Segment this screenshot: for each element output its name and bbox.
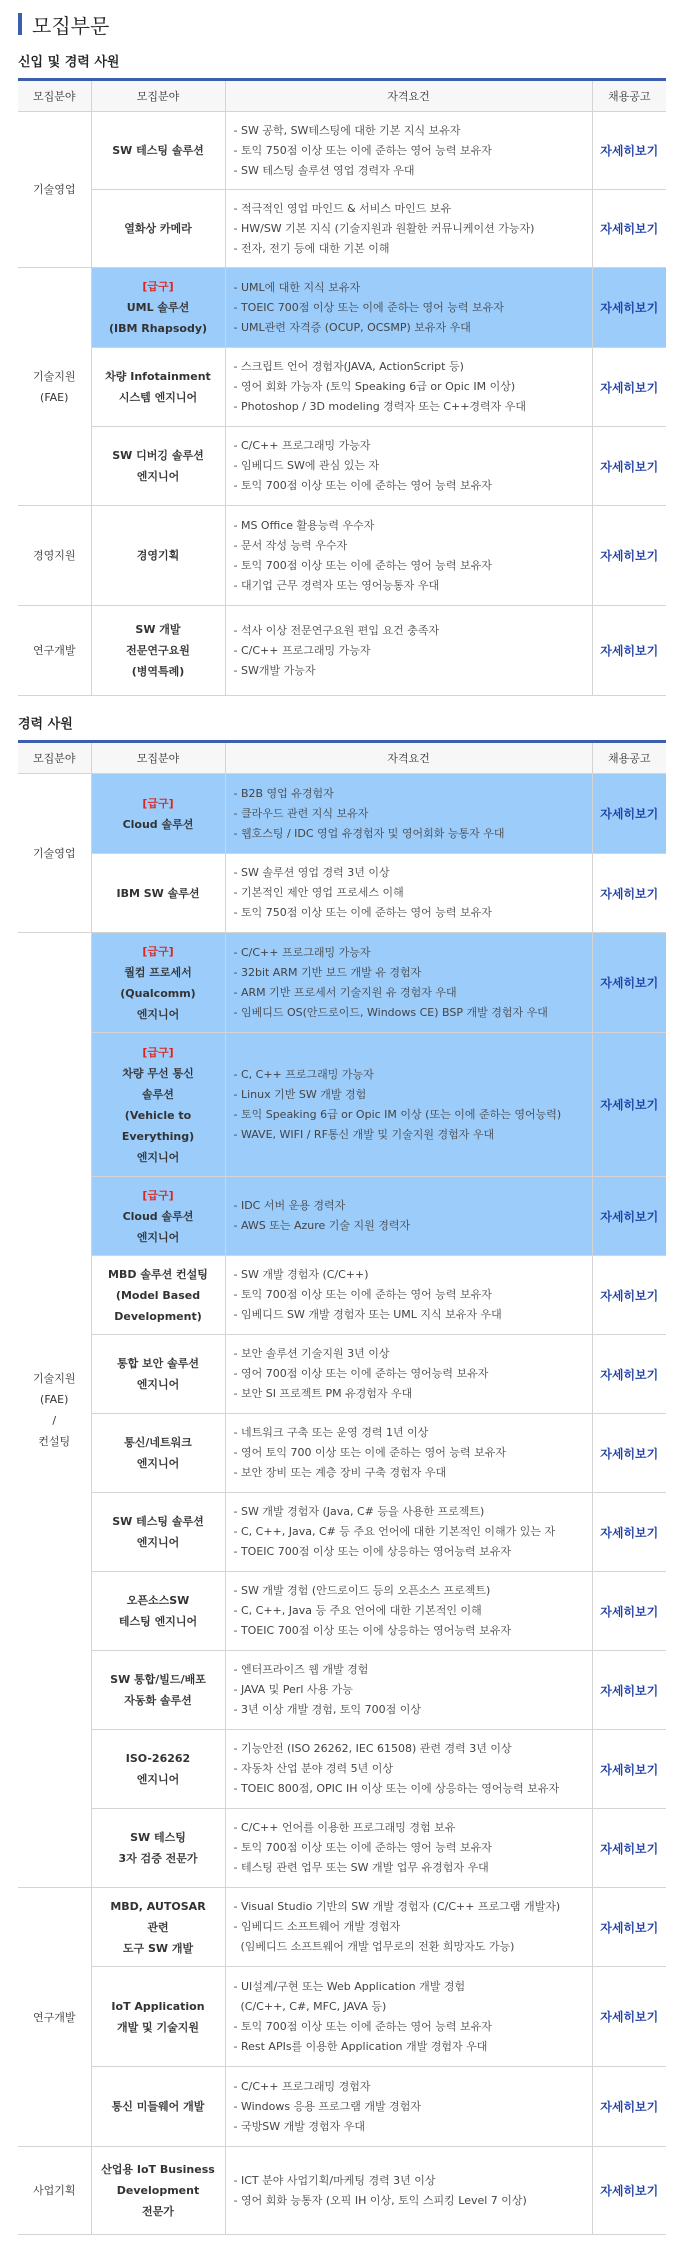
- requirements-cell: [225, 2067, 592, 2147]
- requirement-item: - 임베디드 소프트웨어 개발 경험자: [233, 1920, 401, 1933]
- field-name: MBD 솔루션 컨설팅: [108, 1267, 208, 1281]
- requirement-item: - IDC 서버 운용 경력자: [233, 1199, 346, 1212]
- field-name: ISO-26262: [125, 1752, 191, 1765]
- field-cell: [91, 1809, 225, 1888]
- field-name: 관련: [147, 1920, 169, 1934]
- requirement-item: - Linux 기반 SW 개발 경험: [233, 1087, 367, 1101]
- header-row: [18, 80, 666, 112]
- requirement-item: - 네트워크 구축 또는 운영 경력 1년 이상: [233, 1426, 429, 1439]
- field-cell: [91, 1493, 225, 1572]
- requirement-item: - TOEIC 800점, OPIC IH 이상 또는 이에 상응하는 영어능력 보유자: [233, 1782, 560, 1795]
- detail-link[interactable]: 자세히보기: [600, 1209, 659, 1224]
- requirement-item: - 토익 700점 이상 또는 이에 준하는 영어 능력 보유자: [233, 2019, 492, 2033]
- field-name: 테스팅 엔지니어: [118, 1615, 198, 1628]
- requirements-cell: [225, 1033, 592, 1177]
- field-cell: [91, 606, 225, 696]
- field-name: 경영기획: [136, 549, 180, 562]
- detail-link[interactable]: 자세히보기: [600, 1841, 659, 1856]
- field-cell: [91, 933, 225, 1033]
- requirement-item: - 토익 700점 이상 또는 이에 준하는 영어 능력 보유자: [233, 1841, 492, 1854]
- link-cell: [592, 1033, 666, 1177]
- detail-link[interactable]: 자세히보기: [600, 1920, 659, 1935]
- requirement-item: - 보안 솔루션 기술지원 3년 이상: [233, 1347, 390, 1360]
- page-header: [0, 0, 694, 48]
- requirement-item: - TOEIC 700점 이상 또는 이에 상응하는 영어능력 보유자: [233, 1624, 511, 1637]
- requirements-cell: [225, 774, 592, 854]
- job-row: [18, 2067, 666, 2147]
- requirements-cell: [225, 190, 592, 268]
- requirement-item: - 임베디드 SW 개발 경험자 또는 UML 지식 보유자 우대: [233, 1308, 502, 1321]
- job-row: [18, 2147, 666, 2235]
- requirement-item: - SW 공학, SW테스팅에 대한 기본 지식 보유자: [233, 123, 461, 137]
- field-cell: [91, 112, 225, 190]
- field-name: 엔지니어: [136, 1007, 180, 1021]
- job-row: [18, 774, 666, 854]
- category-cell: [18, 933, 91, 1888]
- field-name: 솔루션: [142, 1087, 174, 1101]
- field-name: SW 테스팅 솔루션: [112, 144, 204, 157]
- job-row: [18, 112, 666, 190]
- link-cell: [592, 1730, 666, 1809]
- field-name: MBD, AUTOSAR: [110, 1899, 206, 1913]
- link-cell: [592, 1335, 666, 1414]
- job-row: [18, 1888, 666, 1967]
- link-cell: [592, 1967, 666, 2067]
- requirements-cell: [225, 1651, 592, 1730]
- job-row: [18, 606, 666, 696]
- requirement-item: - 영어 회화 능통자 (오픽 IH 이상, 토익 스피킹 Level 7 이상): [233, 2193, 527, 2207]
- detail-link[interactable]: 자세히보기: [600, 976, 659, 990]
- category-label: 연구개발: [32, 644, 76, 657]
- field-cell: [91, 1256, 225, 1335]
- requirement-item: - 보안 SI 프로젝트 PM 유경험자 우대: [233, 1387, 413, 1400]
- requirement-item: - WAVE, WIFI / RF통신 개발 및 기술지원 경험자 우대: [233, 1127, 495, 1141]
- requirement-item: - MS Office 활용능력 우수자: [233, 518, 375, 532]
- requirements-cell: [225, 933, 592, 1033]
- requirements-cell: [225, 1730, 592, 1809]
- requirement-item: - 토익 700점 이상 또는 이에 준하는 영어 능력 보유자: [233, 479, 492, 492]
- requirement-item: - C/C++ 언어를 이용한 프로그래밍 경험 보유: [233, 1821, 456, 1834]
- requirements-cell: [225, 1177, 592, 1256]
- field-name: 퀄컴 프로세서: [124, 965, 192, 979]
- job-row: [18, 1967, 666, 2067]
- column-header: 모집분야: [18, 80, 91, 112]
- detail-link[interactable]: 자세히보기: [600, 644, 659, 658]
- field-cell: [91, 1033, 225, 1177]
- requirement-item: - C, C++, Java, C# 등 주요 언어에 대한 기본적인 이해가 있는 자: [233, 1525, 556, 1538]
- requirement-item: - 대기업 근무 경력자 또는 영어능통자 우대: [233, 578, 440, 592]
- field-name: 차량 Infotainment: [105, 370, 211, 383]
- recruit-table: [18, 78, 666, 696]
- column-header: 자격요건: [225, 80, 592, 112]
- category-label: 기술영업: [32, 183, 76, 196]
- requirement-item: - 전자, 전기 등에 대한 기본 이해: [233, 241, 390, 255]
- requirements-cell: [225, 1809, 592, 1888]
- requirements-cell: [225, 1967, 592, 2067]
- job-row: [18, 1335, 666, 1414]
- field-name: (Model Based: [115, 1288, 201, 1302]
- field-name: (Qualcomm): [120, 986, 196, 1000]
- detail-link[interactable]: 자세히보기: [600, 301, 659, 315]
- sections: [0, 48, 694, 2235]
- category-cell: [18, 774, 91, 933]
- detail-link[interactable]: 자세히보기: [600, 459, 659, 474]
- requirement-item: - 32bit ARM 기반 보드 개발 유 경험자: [233, 965, 422, 979]
- requirement-item: - ICT 분야 사업기획/마케팅 경력 3년 이상: [233, 2173, 436, 2187]
- detail-link[interactable]: 자세히보기: [600, 1098, 659, 1112]
- urgent-badge: [급구]: [142, 944, 174, 958]
- requirements-cell: [225, 1414, 592, 1493]
- requirement-item: - 영어 토익 700 이상 또는 이에 준하는 영어 능력 보유자: [233, 1446, 506, 1459]
- detail-link[interactable]: 자세히보기: [600, 1367, 659, 1382]
- link-cell: [592, 933, 666, 1033]
- field-name: Cloud 솔루션: [122, 817, 194, 831]
- field-name: (Vehicle to: [124, 1108, 192, 1122]
- column-header: 채용공고: [592, 80, 666, 112]
- link-cell: [592, 774, 666, 854]
- section-2: [18, 710, 666, 2235]
- job-row: [18, 1809, 666, 1888]
- requirement-item: - 문서 작성 능력 우수자: [233, 538, 348, 552]
- column-header: 모집분야: [91, 742, 225, 774]
- link-cell: [592, 1651, 666, 1730]
- requirement-item: - 기능안전 (ISO 26262, IEC 61508) 관련 경력 3년 이상: [233, 1742, 512, 1755]
- page-title: 모집부문: [32, 13, 110, 38]
- link-cell: [592, 1414, 666, 1493]
- requirements-cell: [225, 112, 592, 190]
- field-name: 엔지니어: [136, 1378, 180, 1391]
- field-name: 통신/네트워크: [124, 1436, 192, 1449]
- field-name: SW 테스팅 솔루션: [112, 1515, 204, 1528]
- field-cell: [91, 1967, 225, 2067]
- detail-link[interactable]: 자세히보기: [600, 807, 659, 821]
- job-row: [18, 1256, 666, 1335]
- field-name: 3자 검증 전문가: [118, 1852, 198, 1865]
- field-cell: [91, 1730, 225, 1809]
- requirement-item: - 토익 700점 이상 또는 이에 준하는 영어 능력 보유자: [233, 1288, 492, 1301]
- requirement-item: - JAVA 및 Perl 사용 가능: [233, 1683, 353, 1696]
- section-1: [18, 48, 666, 696]
- field-cell: [91, 427, 225, 506]
- field-name: 차량 무선 통신: [122, 1066, 194, 1080]
- field-name: (병역특례): [131, 665, 185, 678]
- urgent-badge: [급구]: [142, 1045, 174, 1059]
- field-cell: [91, 268, 225, 348]
- field-cell: [91, 1177, 225, 1256]
- requirement-item: - Photoshop / 3D modeling 경력자 또는 C++경력자 우대: [233, 400, 527, 413]
- requirement-item: - 기본적인 제안 영업 프로세스 이해: [233, 886, 404, 899]
- field-name: SW 디버깅 솔루션: [112, 449, 204, 462]
- category-cell: [18, 2147, 91, 2235]
- requirements-cell: [225, 268, 592, 348]
- requirement-item: - Windows 응용 프로그램 개발 경험자: [233, 2099, 421, 2113]
- link-cell: [592, 112, 666, 190]
- link-cell: [592, 2147, 666, 2235]
- link-cell: [592, 2067, 666, 2147]
- job-row: [18, 506, 666, 606]
- field-name: IoT Application: [111, 1999, 205, 2013]
- category-cell: [18, 506, 91, 606]
- field-name: Cloud 솔루션: [122, 1209, 194, 1223]
- field-name: Everything): [121, 1129, 195, 1143]
- requirement-item: - C/C++ 프로그래밍 경험자: [233, 2079, 371, 2093]
- detail-link[interactable]: 자세히보기: [600, 222, 659, 236]
- requirements-cell: [225, 2147, 592, 2235]
- category-label: 경영지원: [32, 549, 76, 562]
- requirements-cell: [225, 427, 592, 506]
- link-cell: [592, 1809, 666, 1888]
- column-header: 모집분야: [18, 742, 91, 774]
- requirement-item: (임베디드 소프트웨어 개발 업무로의 전환 희망자도 가능): [233, 1940, 515, 1953]
- requirement-item: - 테스팅 관련 업무 또는 SW 개발 업무 유경험자 우대: [233, 1861, 489, 1874]
- job-row: [18, 1730, 666, 1809]
- category-label: 기술지원: [32, 369, 76, 383]
- requirement-item: - SW개발 가능자: [233, 663, 316, 677]
- link-cell: [592, 854, 666, 933]
- category-cell: [18, 606, 91, 696]
- header-row: [18, 742, 666, 774]
- category-label: (FAE): [40, 1393, 69, 1406]
- requirements-cell: [225, 348, 592, 427]
- job-row: [18, 348, 666, 427]
- column-header: 채용공고: [592, 742, 666, 774]
- category-cell: [18, 268, 91, 506]
- requirement-item: - C/C++ 프로그래밍 가능자: [233, 439, 371, 452]
- link-cell: [592, 348, 666, 427]
- urgent-badge: [급구]: [142, 796, 174, 810]
- field-name: 자동화 솔루션: [124, 1694, 192, 1707]
- urgent-badge: [급구]: [142, 280, 174, 293]
- requirement-item: - TOEIC 700점 이상 또는 이에 상응하는 영어능력 보유자: [233, 1545, 511, 1558]
- field-name: 통합 보안 솔루션: [116, 1357, 200, 1370]
- field-name: 엔지니어: [136, 1230, 180, 1244]
- requirement-item: - UI설계/구현 또는 Web Application 개발 경험: [233, 1979, 466, 1993]
- category-label: 연구개발: [32, 2010, 76, 2024]
- category-label: 사업기획: [32, 2184, 76, 2197]
- requirement-item: - UML관련 자격증 (OCUP, OCSMP) 보유자 우대: [233, 320, 471, 334]
- job-row: [18, 1033, 666, 1177]
- field-name: 엔지니어: [136, 1457, 180, 1470]
- link-cell: [592, 506, 666, 606]
- field-cell: [91, 1335, 225, 1414]
- field-name: Development: [116, 2184, 200, 2197]
- requirement-item: - 토익 750점 이상 또는 이에 준하는 영어 능력 보유자: [233, 143, 492, 157]
- requirement-item: - C, C++, Java 등 주요 언어에 대한 기본적인 이해: [233, 1604, 482, 1617]
- requirement-item: - Visual Studio 기반의 SW 개발 경험자 (C/C++ 프로그램 개발자): [233, 1900, 561, 1913]
- link-cell: [592, 427, 666, 506]
- requirement-item: - C, C++ 프로그래밍 가능자: [233, 1067, 374, 1081]
- requirements-cell: [225, 606, 592, 696]
- link-cell: [592, 1888, 666, 1967]
- category-cell: [18, 1888, 91, 2147]
- requirement-item: - 보안 장비 또는 계층 장비 구축 경험자 우대: [233, 1466, 447, 1479]
- requirement-item: - AWS 또는 Azure 기술 지원 경력자: [233, 1219, 411, 1232]
- job-row: [18, 427, 666, 506]
- field-name: 엔지니어: [136, 1150, 180, 1164]
- category-label: /: [52, 1414, 57, 1427]
- detail-link[interactable]: 자세히보기: [600, 1525, 659, 1540]
- field-name: 전문연구요원: [126, 644, 190, 657]
- requirement-item: - SW 솔루션 영업 경력 3년 이상: [233, 866, 390, 879]
- link-cell: [592, 1572, 666, 1651]
- category-cell: [18, 112, 91, 268]
- field-name: 도구 SW 개발: [122, 1941, 194, 1955]
- section-title: 경력 사원: [18, 717, 73, 732]
- field-cell: [91, 1651, 225, 1730]
- requirement-item: - 토익 Speaking 6급 or Opic IM 이상 (또는 이에 준하는 영어능력): [233, 1107, 562, 1121]
- requirement-item: - 임베디드 SW에 관심 있는 자: [233, 459, 380, 472]
- field-name: IBM SW 솔루션: [116, 886, 200, 900]
- field-cell: [91, 506, 225, 606]
- category-label: 기술지원: [32, 1372, 76, 1385]
- detail-link[interactable]: 자세히보기: [600, 2184, 659, 2198]
- detail-link[interactable]: 자세히보기: [600, 886, 659, 901]
- urgent-badge: [급구]: [142, 1188, 174, 1202]
- field-name: 통신 미들웨어 개발: [111, 2100, 205, 2113]
- requirement-item: - 스크립트 언어 경험자(JAVA, ActionScript 등): [233, 360, 464, 373]
- requirement-item: - B2B 영업 유경험자: [233, 786, 334, 800]
- job-row: [18, 1493, 666, 1572]
- detail-link[interactable]: 자세히보기: [600, 2100, 659, 2114]
- field-name: 전문가: [142, 2205, 174, 2218]
- requirement-item: - UML에 대한 지식 보유자: [233, 280, 361, 294]
- title-accent-bar: [18, 13, 22, 35]
- job-row: [18, 1572, 666, 1651]
- requirements-cell: [225, 506, 592, 606]
- requirement-item: - 적극적인 영업 마인드 & 서비스 마인드 보유: [233, 201, 452, 215]
- job-row: [18, 1651, 666, 1730]
- requirement-item: - C/C++ 프로그래밍 가능자: [233, 945, 371, 959]
- field-name: (IBM Rhapsody): [108, 322, 208, 335]
- requirement-item: - 엔터프라이즈 웹 개발 경험: [233, 1663, 369, 1676]
- link-cell: [592, 268, 666, 348]
- detail-link[interactable]: 자세히보기: [600, 1604, 659, 1619]
- requirement-item: - SW 개발 경험자 (Java, C# 등을 사용한 프로젝트): [233, 1505, 485, 1518]
- requirements-cell: [225, 1493, 592, 1572]
- field-cell: [91, 774, 225, 854]
- detail-link[interactable]: 자세히보기: [600, 380, 659, 395]
- field-name: 열화상 카메라: [124, 222, 192, 235]
- link-cell: [592, 1177, 666, 1256]
- requirement-item: - 토익 700점 이상 또는 이에 준하는 영어 능력 보유자: [233, 558, 492, 572]
- requirement-item: - 웹호스팅 / IDC 영업 유경험자 및 영어회화 능통자 우대: [233, 826, 505, 840]
- field-name: 시스템 엔지니어: [118, 391, 198, 404]
- field-name: SW 개발: [135, 623, 181, 636]
- requirement-item: - 자동차 산업 분야 경력 5년 이상: [233, 1762, 393, 1775]
- requirement-item: - 영어 700점 이상 또는 이에 준하는 영어능력 보유자: [233, 1367, 489, 1380]
- requirement-item: - SW 테스팅 솔루션 영업 경력자 우대: [233, 163, 415, 177]
- column-header: 자격요건: [225, 742, 592, 774]
- field-cell: [91, 2147, 225, 2235]
- requirement-item: - 영어 회화 가능자 (토익 Speaking 6급 or Opic IM 이상): [233, 380, 516, 393]
- field-cell: [91, 1572, 225, 1651]
- field-name: SW 통합/빌드/배포: [110, 1673, 206, 1686]
- requirement-item: - HW/SW 기본 지식 (기술지원과 원활한 커뮤니케이션 가능자): [233, 221, 535, 235]
- field-name: SW 테스팅: [130, 1831, 186, 1844]
- link-cell: [592, 1256, 666, 1335]
- requirement-item: (C/C++, C#, MFC, JAVA 등): [233, 1999, 387, 2013]
- link-cell: [592, 190, 666, 268]
- detail-link[interactable]: 자세히보기: [600, 1446, 659, 1461]
- field-name: 산업용 IoT Business: [101, 2163, 215, 2176]
- requirement-item: - Rest APIs를 이용한 Application 개발 경험자 우대: [233, 2039, 488, 2053]
- category-label: 컨설팅: [38, 1435, 71, 1448]
- detail-link[interactable]: 자세히보기: [600, 144, 659, 158]
- job-row: [18, 190, 666, 268]
- field-cell: [91, 1888, 225, 1967]
- field-cell: [91, 1414, 225, 1493]
- requirements-cell: [225, 1572, 592, 1651]
- column-header: 모집분야: [91, 80, 225, 112]
- requirements-cell: [225, 1256, 592, 1335]
- field-name: 엔지니어: [136, 1773, 180, 1786]
- job-row: [18, 268, 666, 348]
- field-cell: [91, 2067, 225, 2147]
- field-name: 개발 및 기술지원: [116, 2020, 200, 2034]
- field-name: 엔지니어: [136, 470, 180, 483]
- detail-link[interactable]: 자세히보기: [600, 1683, 659, 1698]
- requirement-item: - C/C++ 프로그래밍 가능자: [233, 643, 371, 657]
- detail-link[interactable]: 자세히보기: [600, 549, 659, 563]
- category-label: 기술영업: [32, 846, 76, 860]
- requirements-cell: [225, 1888, 592, 1967]
- requirement-item: - 클라우드 관련 지식 보유자: [233, 806, 369, 820]
- field-name: 오픈소스SW: [126, 1594, 190, 1607]
- link-cell: [592, 1493, 666, 1572]
- requirement-item: - 임베디드 OS(안드로이드, Windows CE) BSP 개발 경험자 우대: [233, 1005, 548, 1019]
- field-name: UML 솔루션: [126, 301, 190, 314]
- requirement-item: - 3년 이상 개발 경험, 토익 700점 이상: [233, 1703, 421, 1716]
- requirement-item: - ARM 기반 프로세서 기술지원 유 경험자 우대: [233, 985, 457, 999]
- job-row: [18, 933, 666, 1033]
- category-label: (FAE): [40, 390, 69, 404]
- detail-link[interactable]: 자세히보기: [600, 1762, 659, 1777]
- requirement-item: - 토익 750점 이상 또는 이에 준하는 영어 능력 보유자: [233, 906, 492, 919]
- requirement-item: - SW 개발 경험 (안드로이드 등의 오픈소스 프로젝트): [233, 1584, 491, 1597]
- job-row: [18, 854, 666, 933]
- requirement-item: - 석사 이상 전문연구요원 편입 요건 충족자: [233, 623, 440, 637]
- requirement-item: - TOEIC 700점 이상 또는 이에 준하는 영어 능력 보유자: [233, 300, 504, 314]
- requirements-cell: [225, 1335, 592, 1414]
- field-cell: [91, 854, 225, 933]
- link-cell: [592, 606, 666, 696]
- section-title: 신입 및 경력 사원: [18, 55, 120, 70]
- field-name: 엔지니어: [136, 1536, 180, 1549]
- requirements-cell: [225, 854, 592, 933]
- field-cell: [91, 348, 225, 427]
- job-row: [18, 1414, 666, 1493]
- field-name: Development): [114, 1309, 202, 1323]
- detail-link[interactable]: 자세히보기: [600, 2010, 659, 2024]
- field-cell: [91, 190, 225, 268]
- recruit-table: [18, 740, 666, 2235]
- detail-link[interactable]: 자세히보기: [600, 1288, 659, 1303]
- job-row: [18, 1177, 666, 1256]
- requirement-item: - 국방SW 개발 경험자 우대: [233, 2119, 365, 2133]
- requirement-item: - SW 개발 경험자 (C/C++): [233, 1268, 369, 1281]
